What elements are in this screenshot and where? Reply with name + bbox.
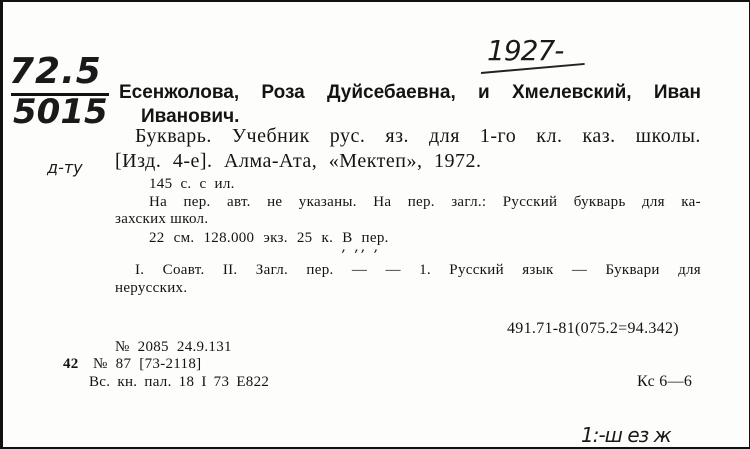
collation-pages: 145 с. с ил. [149,176,235,192]
dimensions-print-run: 22 см. 128.000 экз. 25 к. В пер. [149,230,389,246]
note-line2: захских школ. [115,211,209,227]
word: для [429,125,460,147]
word: Загл. [255,262,289,278]
word: рус. [329,125,366,147]
word: Русский [502,194,558,210]
word: — [571,262,588,278]
word: Дуйсебаевна, [326,82,456,103]
word: указаны. [298,194,357,210]
word: Русский [449,262,504,278]
word: авт. [226,194,251,210]
word: Учебник [231,125,310,147]
word: язык [522,262,554,278]
word: Иван [653,82,701,103]
word: Соавт. [162,262,205,278]
word: и [478,82,490,103]
handwritten-year: 1927- [487,34,564,67]
word: яз. [385,125,410,147]
author-heading-line2: Иванович. [141,106,240,127]
word: пер. [407,194,435,210]
word: II. [222,262,238,278]
call-number-top: 72.5 [9,51,102,92]
word: букварь [573,194,626,210]
accession-marker: 42 [63,356,79,372]
word: Хмелевский, [511,82,632,103]
classification-number: 491.71-81(075.2=94.342) [507,320,679,337]
word: для [641,194,665,210]
note-line1 [149,194,701,211]
accession-line1: № 2085 24.9.131 [115,339,232,355]
word: Роза [261,82,305,103]
imprint-line: [Изд. 4-е]. Алма-Ата, «Мектеп», 1972. [115,150,482,172]
author-heading-line1 [119,82,701,104]
word: пер. [183,194,211,210]
word: ка- [681,194,701,210]
tracings-line1 [135,262,701,279]
word: кл. [536,125,563,147]
word: для [678,262,701,278]
handwritten-bottom-note: 1:-ш ез ж [581,423,671,447]
accession-line2: № 87 [73-2118] [93,356,202,372]
word: — [351,262,368,278]
word: пер. [306,262,334,278]
title-line1 [135,125,701,148]
word: Буквари [605,262,660,278]
chamber-registration: Вс. кн. пал. 18 I 73 Е822 [89,374,270,390]
word: I. [135,262,145,278]
word: не [267,194,283,210]
word: Букварь. [135,125,212,147]
tracings-line2: нерусских. [115,280,188,296]
word: — [385,262,401,278]
word: загл.: [451,194,487,210]
call-number-bottom: 5015 [13,92,108,132]
handwritten-marks: ʼ ʼʼ ʼ [341,248,380,264]
word: На [373,194,392,210]
word: Есенжолова, [119,82,240,103]
word: На [149,194,168,210]
word: 1. [419,262,431,278]
word: каз. [582,125,616,147]
word: школы. [635,125,701,147]
word: 1-го [479,125,517,147]
handwritten-note-left: д-ту [47,158,83,177]
price: Кс 6—6 [637,373,693,390]
